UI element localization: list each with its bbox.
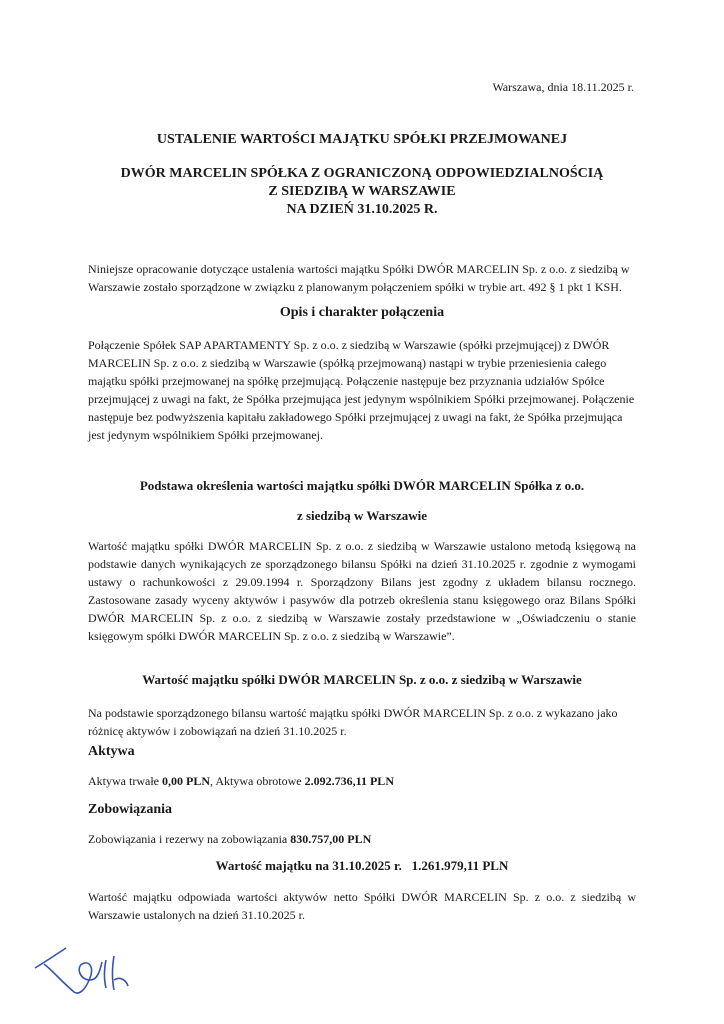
signature-stroke [35, 948, 66, 968]
fixed-assets-label: Aktywa trwałe [88, 774, 159, 788]
section-heading-podstawa: Podstawa określenia wartości majątku spółki DWÓR MARCELIN Spółka z o.o. [139, 478, 585, 493]
liabilities-heading: Zobowiązania [88, 802, 173, 817]
fixed-assets-value: 0,00 PLN [161, 774, 210, 788]
liabilities-label: Zobowiązania i rezerwy na zobowiązania [88, 832, 288, 846]
date-line: Warszawa, dnia 18.11.2025 r. [492, 80, 634, 94]
section-heading-podstawa-2: z siedzibą w Warszawie [296, 508, 428, 523]
assets-heading: Aktywa [88, 744, 135, 759]
section-heading-wartosc: Wartość majątku spółki DWÓR MARCELIN Sp. z o.o. z siedzibą w Warszawie [142, 672, 582, 687]
section-podstawa-body: Wartość majątku spółki DWÓR MARCELIN Sp. z o.o. z siedzibą w Warszawie ustalono metodą księgową na podstawie danych wynikających ze sporządzonego bilansu Spółki na dzień 31.10.2025 r. zgodnie z wymogami ustawy o rachunkowości z 29.09.1994 r. Sporządzony Bilans jest zgodny z układem bilansu rocznego. Zastosowane zasady wyceny aktywów i pasywów dla potrzeb określenia stanu księgowego oraz Bilans Spółki DWÓR MARCELIN Sp. z o.o. z siedzibą w Warszawie zostały przedstawione w „Oświadczeniu o stanie księgowym spółki DWÓR MARCELIN Sp. z o.o. z siedzibą w Warszawie”. [88, 539, 636, 643]
title-line-2: DWÓR MARCELIN SPÓŁKA Z OGRANICZONĄ ODPOWIEDZIALNOŚCIĄ [120, 166, 604, 181]
total-label: Wartość majątku na 31.10.2025 r. [215, 858, 402, 873]
section-wartosc-body: Na podstawie sporządzonego bilansu wartość majątku spółki DWÓR MARCELIN Sp. z o.o. z wykazano jako różnicę aktywów i zobowiązań na dzień 31.10.2025 r. [88, 706, 618, 738]
total-value-line [0, 858, 724, 874]
title-line-3: Z SIEDZIBĄ W WARSZAWIE [268, 184, 456, 199]
current-assets-label: , Aktywa obrotowe [209, 774, 302, 788]
liabilities-value: 830.757,00 PLN [290, 832, 372, 846]
title-line-1: USTALENIE WARTOŚCI MAJĄTKU SPÓŁKI PRZEJMOWANEJ [156, 132, 568, 147]
liabilities-line [88, 832, 371, 847]
intro-paragraph: Niniejsze opracowanie dotyczące ustalenia wartości majątku Spółki DWÓR MARCELIN Sp. z o.o. z siedzibą w Warszawie zostało sporządzone w związku z planowanym połączeniem spółki w trybie art. 492 § 1 pkt 1 KSH. [88, 262, 630, 294]
title-line-4: NA DZIEŃ 31.10.2025 R. [286, 202, 438, 217]
assets-line [88, 774, 394, 789]
closing-paragraph: Wartość majątku odpowiada wartości aktywów netto Spółki DWÓR MARCELIN Sp. z o.o. z siedzibą w Warszawie ustalonych na dzień 31.10.2025 r. [88, 890, 636, 922]
total-value: 1.261.979,11 PLN [411, 858, 509, 873]
signature-stroke [105, 956, 129, 990]
signature-stroke [44, 962, 102, 993]
handwritten-signature [30, 940, 170, 1010]
current-assets-value: 2.092.736,11 PLN [304, 774, 394, 788]
section-opis-body: Połączenie Spółek SAP APARTAMENTY Sp. z o.o. z siedzibą w Warszawie (spółki przejmującej) z DWÓR MARCELIN Sp. z o.o. z siedzibą w Warszawie (spółką przejmowaną) nastąpi w trybie przeniesienia całego majątku spółki przejmowanej na spółkę przejmującą. Połączenie następuje bez przyznania udziałów Spółce przejmującej z uwagi na fakt, że Spółka przejmująca jest jedynym wspólnikiem Spółki przejmowanej. Połączenie następuje bez podwyższenia kapitału zakładowego Spółki przejmującej z uwagi na fakt, że Spółka przejmująca jest jedynym wspólnikiem Spółki przejmowanej. [88, 338, 635, 442]
section-heading-opis: Opis i charakter połączenia [279, 305, 445, 320]
